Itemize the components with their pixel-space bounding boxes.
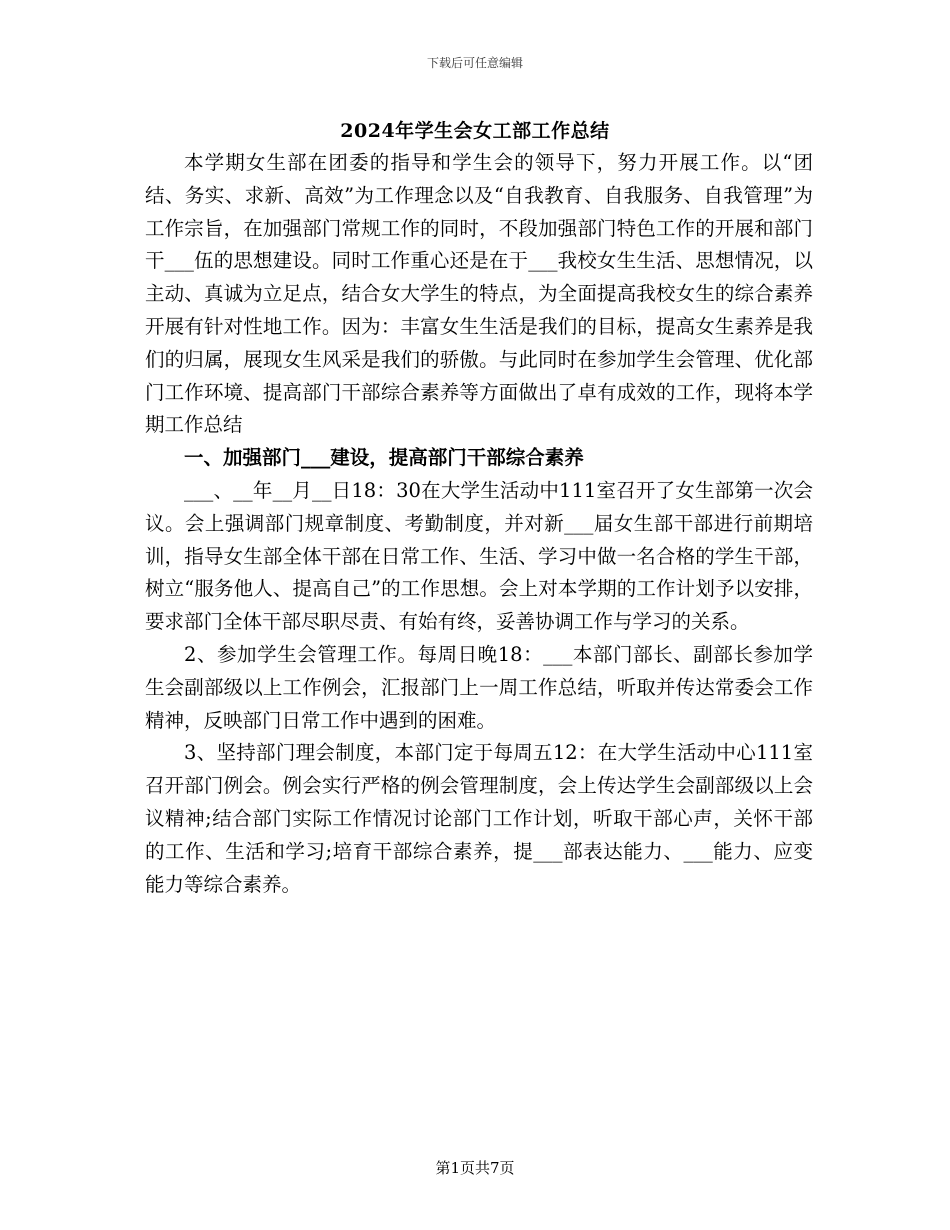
- document-body: [145, 147, 813, 901]
- body-paragraph: 3、坚持部门理会制度，本部门定于每周五12：在大学生活动中心111室召开部门例会。例会实行严格的例会管理制度，会上传达学生会副部级以上会议精神;结合部门实际工作情况讨论部门工作计划，听取干部心声，关怀干部的工作、生活和学习;培育干部综合素养，提___部表达能力、___能力、应变能力等综合素养。: [145, 741, 813, 896]
- document-title: 2024年学生会女工部工作总结: [340, 120, 610, 142]
- page-number: 第1页共7页: [435, 1159, 515, 1177]
- body-paragraph: ___、__年__月__日18：30在大学生活动中111室召开了女生部第一次会议。会上强调部门规章制度、考勤制度，并对新___届女生部干部进行前期培训，指导女生部全体干部在日常工作、生活、学习中做一名合格的学生干部，树立“服务他人、提高自己”的工作思想。会上对本学期的工作计划予以安排，要求部门全体干部尽职尽责、有始有终，妥善协调工作与学习的关系。: [145, 478, 813, 634]
- download-note: 下载后可任意编辑: [426, 56, 523, 70]
- body-paragraph: 2、参加学生会管理工作。每周日晚18：___本部门部长、副部长参加学生会副部级以上工作例会，汇报部门上一周工作总结，听取并传达常委会工作精神，反映部门日常工作中遇到的困难。: [145, 642, 813, 732]
- section-heading: 一、加强部门___建设，提高部门干部综合素养: [184, 446, 584, 470]
- intro-paragraph: 本学期女生部在团委的指导和学生会的领导下，努力开展工作。以“团结、务实、求新、高效”为工作理念以及“自我教育、自我服务、自我管理”为工作宗旨，在加强部门常规工作的同时，不段加强部门特色工作的开展和部门干___伍的思想建设。同时工作重心还是在于___我校女生生活、思想情况，以主动、真诚为立足点，结合女大学生的特点，为全面提高我校女生的综合素养开展有针对性地工作。因为：丰富女生生活是我们的目标，提高女生素养是我们的归属，展现女生风采是我们的骄傲。与此同时在参加学生会管理、优化部门工作环境、提高部门干部综合素养等方面做出了卓有成效的工作，现将本学期工作总结: [145, 151, 813, 437]
